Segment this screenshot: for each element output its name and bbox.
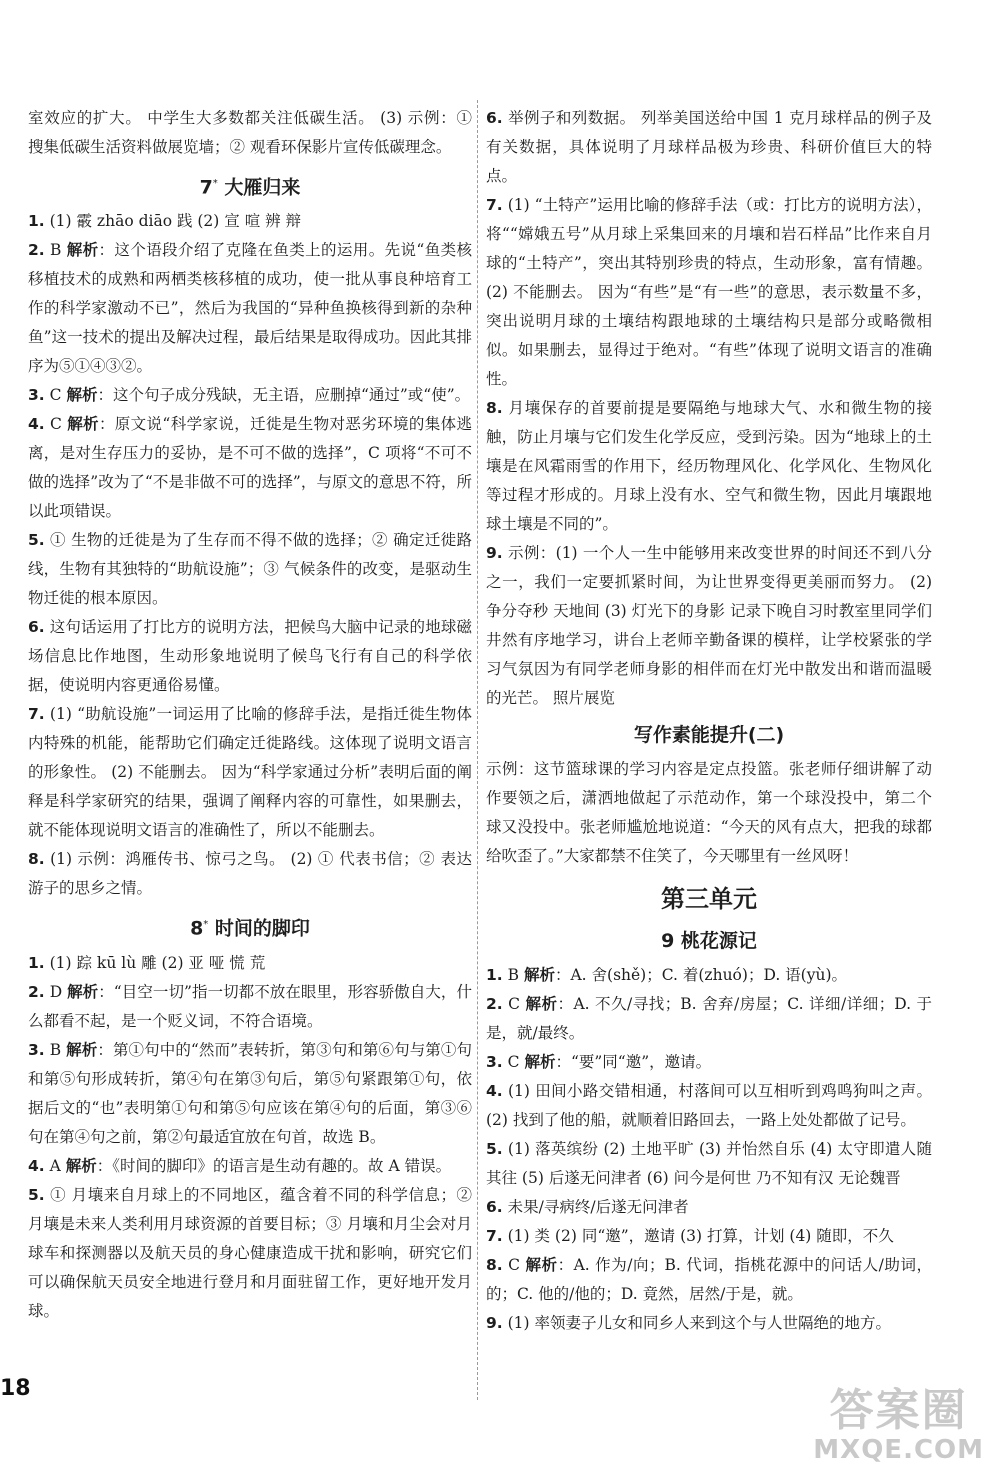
item-text: (1) 率领妻子儿女和同乡人来到这个与人世隔绝的地方。 bbox=[507, 1314, 892, 1332]
answer-item bbox=[486, 1077, 932, 1135]
answer-item bbox=[28, 613, 472, 700]
answer-item bbox=[486, 539, 932, 713]
analysis-label: 解析 bbox=[523, 966, 555, 984]
item-number: 3. bbox=[486, 1053, 503, 1071]
section-number: 写作素能提升(二) bbox=[633, 724, 785, 746]
item-number: 5. bbox=[28, 1185, 45, 1204]
left-column bbox=[28, 104, 472, 1326]
item-number: 6. bbox=[486, 1198, 503, 1216]
item-text: 示例：这节篮球课的学习内容是定点投篮。张老师仔细讲解了动作要领之后，潇洒地做起了示范动作，第一个球没投中，第二个球又没投中。张老师尴尬地说道：“今天的风有点大，把我的球都给吹歪了。”大家都禁不住笑了，今天哪里有一丝风呀！ bbox=[486, 760, 932, 865]
section-title bbox=[28, 909, 472, 944]
answer-item bbox=[28, 526, 472, 613]
answer-item bbox=[486, 1251, 932, 1309]
item-text: 举例子和列数据。 列举美国送给中国 1 克月球样品的例子及有关数据，具体说明了月球样品极为珍贵、科研价值巨大的特点。 bbox=[486, 109, 932, 185]
item-number: 4. bbox=[486, 1082, 503, 1100]
answer-item bbox=[28, 236, 472, 381]
section-number: 7 bbox=[199, 176, 213, 199]
item-text: (1) 示例：鸿雁传书、惊弓之鸟。 (2) ① 代表书信；② 表达游子的思乡之情。 bbox=[28, 850, 472, 898]
section-star: * bbox=[212, 178, 218, 189]
answer-item bbox=[28, 845, 472, 903]
item-number: 6. bbox=[486, 109, 503, 127]
item-text: 月壤保存的首要前提是要隔绝与地球大气、水和微生物的接触，防止月壤与它们发生化学反应，受到污染。因为“地球上的土壤是在风霜雨雪的作用下，经历物理风化、化学风化、生物风化等过程才形成的。月球上没有水、空气和微生物，因此月壤跟地球土壤是不同的”。 bbox=[486, 399, 932, 533]
item-text: 这句话运用了打比方的说明方法，把候鸟大脑中记录的地球磁场信息比作地图，生动形象地说明了候鸟飞行有自己的科学依据，使说明内容更通俗易懂。 bbox=[28, 618, 472, 695]
item-text: (1) 踪 kū lù 雕 (2) 亚 哑 慌 荒 bbox=[49, 953, 266, 972]
item-number: 9. bbox=[486, 1314, 503, 1332]
item-number: 4. bbox=[28, 415, 45, 434]
right-column bbox=[486, 104, 932, 1338]
item-text: ：“目空一切”指一切都不放在眼里，形容骄傲自大，什么都看不起，是一个贬义词，不符合语境。 bbox=[28, 982, 472, 1030]
item-number: 8. bbox=[486, 399, 503, 417]
watermark-url: MXQE.COM bbox=[813, 1435, 984, 1465]
item-number: 3. bbox=[28, 1040, 45, 1059]
item-text: ：第①句中的“然而”表转折，第③句和第⑥句与第①句和第⑤句形成转折，第④句在第③句后，第⑤句紧跟第①句，依据后文的“也”表明第①句和第⑤句应该在第④句的后面，第③⑥句在第④句之前，第②句最适宜放在句首，故选 B。 bbox=[28, 1040, 472, 1146]
analysis-label: 解析 bbox=[524, 1053, 556, 1071]
item-text: (1) 落英缤纷 (2) 土地平旷 (3) 并怡然自乐 (4) 太守即遣人随其往 (5) 后遂无问津者 (6) 问今是何世 乃不知有汉 无论魏晋 bbox=[486, 1140, 932, 1187]
section-title bbox=[28, 168, 472, 203]
watermark-brand: 答案圈 bbox=[829, 1385, 968, 1436]
item-text: (1) “助航设施”一词运用了比喻的修辞手法，是指迁徙生物体内特殊的机能，能帮助它们确定迁徙路线。这体现了说明文语言的形象性。 (2) 不能删去。 因为“科学家通过分析”表明后面的阐释是科学家研究的结果，强调了阐释内容的可靠性，如果删去，就不能体现说明文语言的准确性了，所以不能删去。 bbox=[28, 705, 472, 840]
analysis-label: 解析 bbox=[65, 1156, 97, 1175]
analysis-label: 解析 bbox=[66, 386, 98, 405]
item-text: 室效应的扩大。 中学生大多数都关注低碳生活。 (3) 示例：① 搜集低碳生活资料做展览墙；② 观看环保影片宣传低碳理念。 bbox=[28, 109, 472, 156]
answer-item bbox=[486, 191, 932, 394]
item-text: ：A. 舍(shě)；C. 着(zhuó)；D. 语(yù)。 bbox=[554, 966, 848, 984]
answer-choice: A bbox=[49, 1156, 61, 1175]
answer-choice: C bbox=[508, 1256, 521, 1274]
answer-item bbox=[28, 410, 472, 526]
item-text: ① 生物的迁徙是为了生存而不得不做的选择；② 确定迁徙路线，生物有其独特的“助航设施”；③ 气候条件的改变，是驱动生物迁徙的根本原因。 bbox=[28, 531, 473, 608]
answer-item bbox=[28, 1152, 472, 1181]
answer-choice: B bbox=[507, 966, 520, 984]
item-number: 1. bbox=[28, 953, 45, 972]
item-text: (1) 田间小路交错相通，村落间可以互相听到鸡鸣狗叫之声。 (2) 找到了他的船，就顺着旧路回去，一路上处处都做了记号。 bbox=[486, 1082, 932, 1129]
item-number: 8. bbox=[486, 1256, 503, 1274]
answer-item bbox=[486, 1222, 932, 1251]
item-text: (1) “土特产”运用比喻的修辞手法（或：打比方的说明方法），将““嫦娥五号”从月球上采集回来的月壤和岩石样品”比作来自月球的“土特产”，突出其特别珍贵的特点，生动形象，富有情趣。 (2) 不能删去。 因为“有些”是“有一些”的意思，表示数量不多，突出说明月球的土壤结构跟地球的土壤结构只是部分或略微相似。如果删去，显得过于绝对。“有些”体现了说明文语言的准确性。 bbox=[486, 196, 932, 388]
item-number: 8. bbox=[28, 850, 45, 869]
answer-item bbox=[486, 990, 932, 1048]
text-paragraph bbox=[28, 104, 472, 162]
answer-choice: B bbox=[49, 1040, 62, 1059]
section-number: 8 bbox=[190, 917, 204, 940]
item-text: ：这个句子成分残缺，无主语，应删掉“通过”或“使”。 bbox=[97, 386, 471, 405]
answer-choice: C bbox=[507, 1053, 520, 1071]
item-text: ：《时间的脚印》的语言是生动有趣的。故 A 错误。 bbox=[96, 1156, 452, 1175]
item-number: 4. bbox=[28, 1156, 45, 1175]
answer-item bbox=[28, 1181, 472, 1326]
item-number: 1. bbox=[28, 212, 45, 231]
section-title bbox=[486, 719, 932, 751]
item-number: 9. bbox=[486, 544, 503, 562]
analysis-label: 解析 bbox=[525, 995, 558, 1013]
page-number: 18 bbox=[0, 1376, 31, 1401]
answer-choice: B bbox=[50, 241, 62, 260]
section-name: 时间的脚印 bbox=[208, 917, 310, 940]
watermark-logo bbox=[813, 1387, 984, 1465]
answer-item bbox=[486, 961, 932, 990]
unit-title: 第三单元 bbox=[661, 885, 757, 913]
item-text: ：“要”同“邀”，邀请。 bbox=[555, 1053, 712, 1071]
item-number: 2. bbox=[28, 241, 45, 260]
answer-item bbox=[486, 1193, 932, 1222]
analysis-label: 解析 bbox=[66, 241, 99, 260]
section-title bbox=[486, 925, 932, 957]
answer-item bbox=[28, 700, 472, 845]
item-number: 2. bbox=[486, 995, 503, 1013]
answer-choice: C bbox=[49, 386, 62, 405]
item-number: 5. bbox=[486, 1140, 503, 1158]
answer-item bbox=[28, 949, 472, 978]
analysis-label: 解析 bbox=[525, 1256, 558, 1274]
analysis-label: 解析 bbox=[67, 415, 99, 434]
item-number: 7. bbox=[28, 705, 45, 724]
section-number: 9 bbox=[661, 930, 675, 952]
answer-item bbox=[486, 1135, 932, 1193]
item-text: ：A. 作为/向；B. 代词，指桃花源中的问话人/助词，的；C. 他的/他的；D. 竟然，居然/于是，就。 bbox=[486, 1256, 932, 1303]
item-text: ① 月壤来自月球上的不同地区，蕴含着不同的科学信息；② 月壤是未来人类利用月球资源的首要目标；③ 月壤和月尘会对月球车和探测器以及航天员的身心健康造成干扰和影响，研究它们可以确保航天员安全地进行登月和月面驻留工作，更好地开发月球。 bbox=[28, 1185, 472, 1320]
answer-item bbox=[486, 1309, 932, 1338]
answer-item bbox=[28, 207, 472, 236]
item-text: (1) 类 (2) 同“邀”，邀请 (3) 打算，计划 (4) 随即，不久 bbox=[507, 1227, 894, 1245]
item-number: 7. bbox=[486, 196, 503, 214]
item-number: 5. bbox=[28, 531, 45, 550]
answer-choice: C bbox=[508, 995, 520, 1013]
text-paragraph bbox=[486, 755, 932, 871]
section-name: 桃花源记 bbox=[674, 930, 757, 952]
item-text: ：这个语段介绍了克隆在鱼类上的运用。先说“鱼类核移植技术的成熟和两栖类核移植的成功，使一批从事良种培育工作的科学家激动不已”，然后为我国的“异种鱼换核得到新的杂种鱼”这一技术的提出及解决过程，最后结果是取得成功。因此其排序为⑤①④③②。 bbox=[28, 241, 472, 376]
analysis-label: 解析 bbox=[66, 1040, 98, 1059]
answer-choice: D bbox=[49, 982, 63, 1001]
section-name: 大雁归来 bbox=[217, 176, 301, 199]
item-text: ：A. 不久/寻找；B. 舍弃/房屋；C. 详细/详细；D. 于是，就/最终。 bbox=[486, 995, 932, 1042]
analysis-label: 解析 bbox=[67, 982, 99, 1001]
item-number: 1. bbox=[486, 966, 503, 984]
column-divider bbox=[477, 100, 478, 1400]
item-number: 2. bbox=[28, 982, 45, 1001]
item-number: 6. bbox=[28, 618, 45, 637]
item-text: 未果/寻病终/后遂无问津者 bbox=[507, 1198, 689, 1216]
answer-item bbox=[28, 381, 472, 410]
item-text: ：原文说“科学家说，迁徙是生物对恶劣环境的集体逃离，是对生存压力的妥协，是不可不做的选择”，C 项将“不可不做的选择”改为了“不是非做不可的选择”，与原文的意思不符，所以此项错误。 bbox=[28, 415, 472, 521]
section-star: * bbox=[203, 919, 209, 931]
item-number: 3. bbox=[28, 386, 45, 405]
answer-item bbox=[486, 394, 932, 539]
item-number: 7. bbox=[486, 1227, 503, 1245]
answer-item bbox=[28, 1036, 472, 1152]
item-text: 示例：(1) 一个人一生中能够用来改变世界的时间还不到八分之一，我们一定要抓紧时间，为让世界变得更美丽而努力。 (2) 争分夺秒 天地间 (3) 灯光下的身影 记录下晚自习时教室里同学们井然有序地学习，讲台上老师辛勤备课的模样，让学校紧张的学习气氛因为有同学老师身影的相伴而在灯光中散发出和谐而温暖的光芒。 照片展览 bbox=[486, 544, 932, 707]
answer-item bbox=[486, 1048, 932, 1077]
answer-choice: C bbox=[50, 415, 62, 434]
answer-item bbox=[28, 978, 472, 1036]
answer-item bbox=[486, 104, 932, 191]
item-text: (1) 霰 zhāo diāo 践 (2) 宣 喧 辨 辩 bbox=[49, 212, 302, 231]
